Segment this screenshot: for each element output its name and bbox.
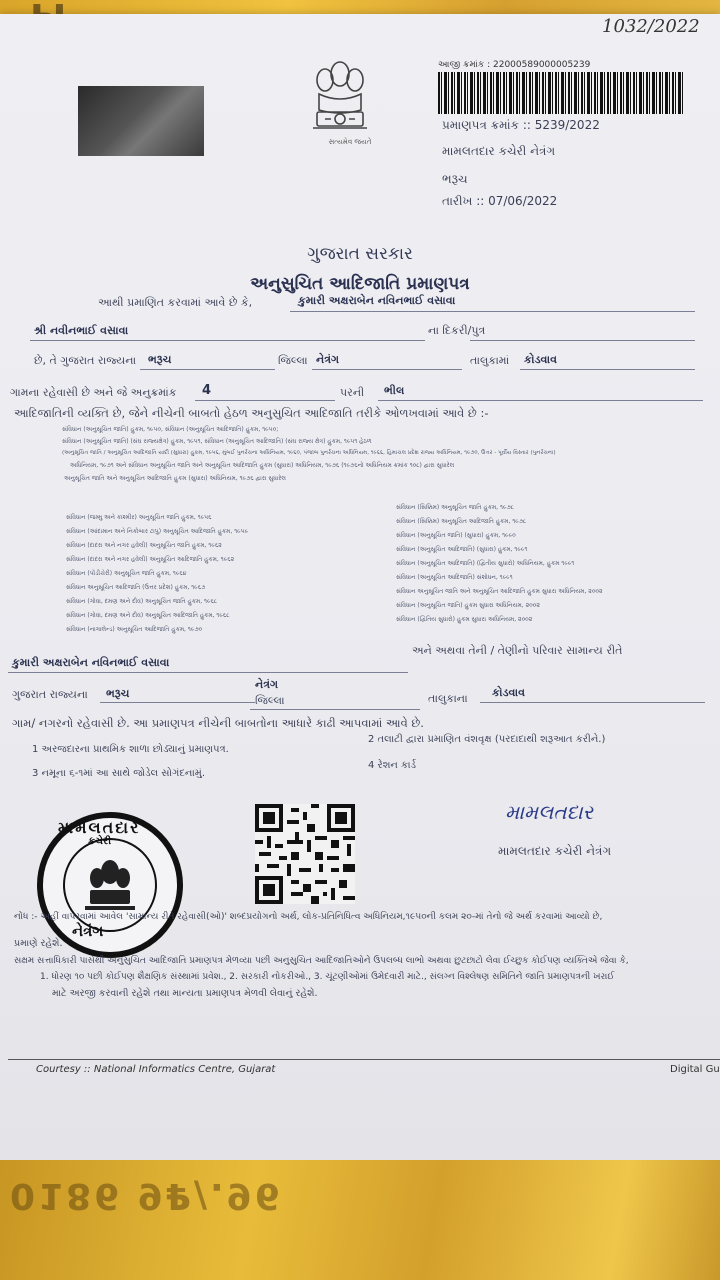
underline [140,369,275,370]
relation-label: ના દિકરી/પુત્ર [428,324,486,337]
certify-prefix: આથી પ્રમાણિત કરવામાં આવે છે કે, [98,296,253,309]
note-line: નોંધ :- અહીં વાપરવામાં આવેલ 'સામાન્ય રીતે રહેવાસી(ઓ)' શબ્દપ્રયોગનો અર્થ, લોક-પ્રતિનિધિત્વ અધિનિયમ,૧૯૫૦ની કલમ ૨૦-માં તેનો જે અર્થ કરવામાં આવ્યો છે, [14,912,603,922]
note-line: 1. ધોરણ ૧૦ પછી કોઈપણ શૈક્ષણિક સંસ્થામાં પ્રવેશ., 2. સરકારી નોકરીઓ., 3. ચૂંટણીઓમાં ઉમેદવારી માટે., સંલગ્ન વિશ્લેષણ સમિતિને જાતિ પ્રમાણપત્રની ખરાઈ [40,972,615,982]
district-value: ભરૂચ [148,353,172,366]
order-right: સંવિધાન અનુસૂચિત જાતિ અને અનુસૂચિત આદિજાતિ હુકમ સુધારા અધિનિયમ, ૨૦૦૨ [396,588,603,595]
taluka-label: તાલુકામાં [470,354,510,367]
family-village: કોડવાવ [492,686,525,699]
holder-name: કુમારી અક્ષરાબેન નવિનભાઈ વસાવા [298,294,456,307]
note-line: સક્ષમ સત્તાધિકારી પાસેથી અનુસુચિત આદિજાતિ પ્રમાણપત્ર મેળવ્યા પછી અનુસુચિત આદિજાતિઓને ઉપલબ્ધ લાભો અથવા છુટછાટો લેવા ઈચ્છુક કોઈપણ વ્યક્તિએ જેવા કે, [14,956,629,966]
order-right: સંવિધાન (અનુસૂચિત આદિજાતિ) સંશોધન, ૧૯૯૧ [396,574,513,581]
order-left: સંવિધાન (ગોવા, દમણ અને દીવ) અનુસૂચિત આદિજાતિ હુકમ, ૧૯૬૮ [66,612,230,619]
seal-top-text: મામલતદાર [58,818,141,837]
order-left: સંવિધાન (આંદામાન અને નિકોબાર ટાપુ) અનુસૂચિત આદિજાતિ હુકમ, ૧૯૫૯ [66,528,249,535]
underline [8,672,408,673]
order-right: સંવિધાન (સિક્કિમ) અનુસૂચિત આદિજાતિ હુકમ, ૧૯૭૮ [396,518,527,525]
order-left: સંવિધાન (ગોવા, દમણ અને દીવ) અનુસૂચિત જાતિ હુકમ, ૧૯૬૮ [66,598,218,605]
underline [100,702,255,703]
family-district: ભરૂચ [106,687,130,700]
underline [312,369,462,370]
order-right: સંવિધાન (અનુસૂચિત જાતિ) હુકમ સુધારા અધિનિયમ, ૨૦૦૨ [396,602,540,609]
emblem-caption: સત્યમેવ જયતે [328,138,372,146]
order-right: સંવિધાન (દ્વિતિય સુધારો) હુકમ સુધારા અધિનિયમ, ૨૦૦૨ [396,616,533,623]
document-item: 2 તલાટી દ્વારા પ્રમાણિત વંશવૃક્ષ (પરદાદાથી શરૂઆત કરીને.) [368,734,606,745]
order-left: સંવિધાન અનુસૂચિત આદિજાતિ (ઉત્તર પ્રદેશ) હુકમ, ૧૯૬૭ [66,584,206,591]
taluka-value: નેત્રંગ [316,353,339,366]
seal-inner-text: કચેરી [88,836,112,847]
order-line: સંવિધાન (અનુસૂચિત જાતિ) (સંઘ રાજ્યક્ષેત્ર) હુકમ, ૧૯૫૧, સંવિધાન (અનુસૂચિત આદિજાતિ) (સંઘ રાજ્ય ક્ષેત્ર) હુકમ, ૧૯૫૧ હેઠળ [62,438,372,445]
issue-date: તારીખ :: 07/06/2022 [442,194,558,208]
order-line: (અનુસૂચિત જાતિ / અનુસૂચિત આદિજાતિ યાદી (સુધારા) હુકમ, ૧૯૫૬, મુંબઈ પુનર્રચના અધિનિયમ, ૧૯૬૦, પંજાબ પુનર્રચના અધિનિયમ, ૧૯૬૬, હિમાચલ પ્રદેશ રાજ્ય અધિનિયમ, ૧૯૭૦, ઉત્તર - પૂર્વીય વિસ્તાર (પુનર્રચના) [62,450,556,456]
qr-code-icon [255,804,355,904]
application-number: આજી ક્રમાંક : 22000589000005239 [438,60,591,70]
serial-number: 4 [202,383,212,398]
state-prefix: છે, તે ગુજરાત રાજ્યના [34,354,137,367]
underline [470,340,695,341]
family-resident-line: ગામ/ નગરનો રહેવાસી છે. આ પ્રમાણપત્ર નીચેની બાબતોના આધારે કાઢી આપવામાં આવે છે. [12,716,424,730]
tape-text-bottom: 0186 9₽/.96 [10,1175,283,1216]
underline [378,400,703,401]
tribe-value: ભીલ [384,384,405,397]
document-item: 4 રેશન કાર્ડ [368,760,417,771]
family-state-prefix: ગુજરાત રાજ્યના [12,688,88,701]
tribe-label: પરની [340,386,365,399]
footer-digital: Digital Gu [670,1064,720,1075]
underline [290,311,695,312]
underline [195,400,335,401]
underline [520,369,695,370]
family-district-label: જિલ્લા [255,694,285,707]
order-left: સંવિધાન (દાદરા અને નગર હવેલી) અનુસૂચિત જાતિ હુકમ, ૧૯૬૨ [66,542,222,549]
certificate-number: પ્રમાણપત્ર ક્રમાંક :: 5239/2022 [442,118,600,132]
order-left: સંવિધાન (પોંડીચેરી) અનુસૂચિત જાતિ હુકમ, ૧૯૬૪ [66,570,187,577]
national-emblem-icon [305,54,375,149]
certificate-title: અનુસુચિત આદિજાતિ પ્રમાણપત્ર [250,274,470,294]
order-left: સંવિધાન (દાદરા અને નગર હવેલી) અનુસૂચિત આદિજાતિ હુકમ, ૧૯૬૨ [66,556,235,563]
issuing-district: ભરૂચ [442,172,468,186]
family-taluka: નેત્રંગ [255,678,278,691]
underline [480,702,705,703]
note-line: માટે અરજી કરવાની રહેશે તથા માન્યતા પ્રમાણપત્ર મેળવી લેવાનું રહેશે. [52,988,318,999]
resident-prefix: ગામના રહેવાસી છે અને જે અનુક્રમાંક [10,386,177,399]
footer-courtesy: Courtesy :: National Informatics Centre, Gujarat [36,1064,276,1075]
document-item: 1 અરજદારના પ્રાથમિક શાળા છોડ્યાનું પ્રમાણપત્ર. [32,744,229,755]
order-left: સંવિધાન (જમ્મુ અને કાશ્મીર) અનુસૂચિત જાતિ હુકમ, ૧૯૫૬ [66,514,212,521]
district-label: જિલ્લા [278,354,308,367]
order-right: સંવિધાન (અનુસૂચિત આદિજાતિ) (સુધારા) હુકમ, ૧૯૯૧ [396,546,528,553]
family-taluka-label: તાલુકાના [428,692,468,705]
footer-divider [8,1059,720,1060]
order-line: અનુસૂચિત જાતિ અને અનુસૂચિત આદિજાતિ હુકમ (સુધારા) અધિનિયમ, ૧૯૭૬ દ્વારા સુધારેલ [64,475,286,482]
parent-name: શ્રી નવીનભાઈ વસાવા [34,324,129,337]
barcode [438,72,684,114]
underline [250,709,420,710]
applicant-photo [78,86,204,156]
family-suffix: અને અથવા તેની / તેણીનો પરિવાર સામાન્ય રીતે [412,644,623,657]
issuing-office: મામલતદાર કચેરી નેત્રંગ [442,144,556,158]
family-holder-name: કુમારી અક્ષરાબેન નવિનભાઈ વસાવા [12,656,170,669]
certificate-paper [0,14,720,1164]
note-line: પ્રમાણે રહેશે. [14,938,63,949]
document-item: 3 નમૂના ૬-૧માં આ સાથે જોડેલ સોગંદનામું. [32,768,206,779]
officer-office: મામલતદાર કચેરી નેત્રંગ [498,844,612,858]
order-left: સંવિધાન (નાગાલેન્ડ) અનુસૂચિત આદિજાતિ હુકમ, ૧૯૭૦ [66,626,203,633]
tribe-intro: આદિજાતિની વ્યક્તિ છે, જેને નીચેની બાબતો હેઠળ અનુસુચિત આદિજાતિ તરીકે ઓળખવામાં આવે છે :- [14,406,489,420]
order-right: સંવિધાન (અનુસૂચિત આદિજાતિ) (દ્વિતીય સુધારો) અધિનિયમ, હુકમ ૧૯૯૧ [396,560,575,567]
order-right: સંવિધાન (અનુસૂચિત જાતિ) (સુધારા) હુકમ, ૧૯૯૦ [396,532,516,539]
corner-handwritten-number: 1032/2022 [602,16,700,37]
government-title: ગુજરાત સરકાર [307,244,413,264]
underline [30,340,425,341]
order-line: અધિનિયમ, ૧૯૭૧ અને સંવિધાન અનુસૂચિત જાતિ અને અનુસૂચિત આદિજાતિ હુકમ (સુધારા) અધિનિયમ, ૧૯૭૬ (૧૯૭૬નો અધિનિયમ ક્રમાંક ૧૦૮) દ્વારા સુધારેલ [70,462,455,469]
order-line: સંવિધાન (અનુસૂચિત જાતિ) હુકમ, ૧૯૫૦, સંવિધાન (અનુસૂચિત આદિજાતિ) હુકમ, ૧૯૫૦; [62,426,279,433]
officer-signature: મામલતદાર [505,800,593,824]
village-value: કોડવાવ [524,353,557,366]
order-right: સંવિધાન (સિક્કિમ) અનુસૂચિત જાતિ હુકમ, ૧૯૭૮ [396,504,514,511]
seal-bottom-text: નેત્રંગ [72,922,104,940]
